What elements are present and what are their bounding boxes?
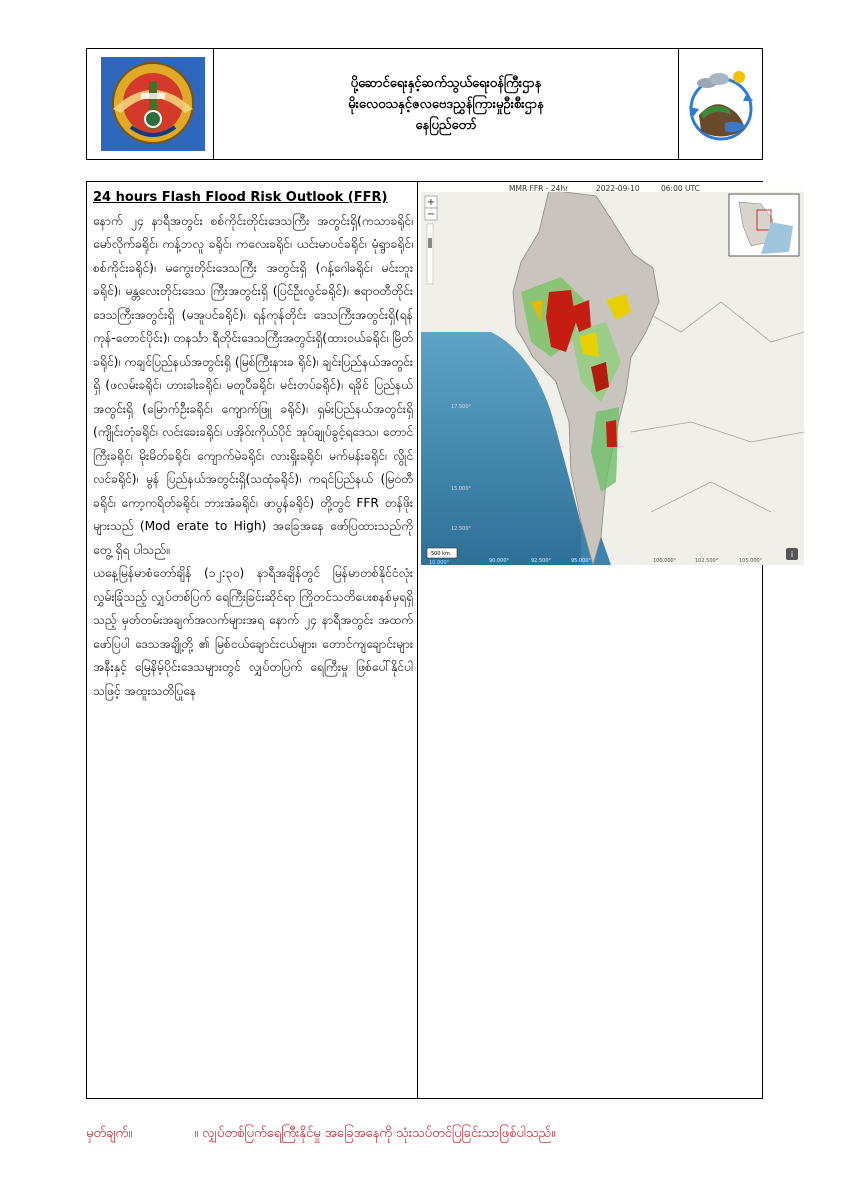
lat-label-1: 17.500° (451, 404, 471, 410)
lat-label-2: 15.000° (451, 486, 471, 492)
left-logo-cell (87, 49, 214, 159)
ffr-title: 24 hours Flash Flood Risk Outlook (FFR) (93, 190, 388, 205)
lon-label-3: 95.000° (571, 558, 591, 564)
lon-label-1: 90.000° (489, 558, 509, 564)
lon-label-7: 105.000° (739, 558, 763, 564)
zoom-out-button[interactable]: − (426, 209, 436, 220)
lon-label-5: 100.000° (653, 558, 677, 564)
paragraph-2: ယနေ့မြန်မာစံတော်ချိန် (၁၂:၃၀) နာရီအချိန်တွင် မြန်မာတစ်နိုင်ငံလုံးလွှမ်းခြုံသည့် လျှပ်တစ်ပြက် ရေကြီးခြင်းဆိုင်ရာ ကြိုတင်သတိပေးစနစ်မှရရှိ သည့် မှတ်တမ်းအချက်အလက်များအရ နောက် ၂၄ နာရီအတွင်း အထက်ဖော်ပြပါ ဒေသအချို့တို့ ၏ မြစ်ငယ်ချောင်းငယ်များ၊ တောင်ကျချောင်းများ အနီးနှင့် မြေနိမ့်ပိုင်းဒေသများတွင် လျှပ်တပြက် ရေကြီးမှု ဖြစ်ပေါ်နိုင်ပါသဖြင့် အထူးသတိပြုနေ (93, 566, 413, 698)
ffr-map (421, 182, 804, 565)
footer-label: မှတ်ချက်။ (86, 1126, 133, 1141)
header-table (86, 48, 763, 160)
map-date: 2022-09-10 (596, 184, 640, 193)
header-title (214, 49, 678, 159)
header-line-2: မိုးလေဝသနှင့်ဇလဗေဒညွှန်ကြားမှုဦးစီးဌာန (348, 96, 544, 112)
inset-map (729, 194, 799, 256)
lat-label-4: 10.000° (429, 560, 449, 565)
zoom-control[interactable] (425, 196, 437, 220)
text-column (93, 186, 413, 703)
header-line-1: ပို့ဆောင်ရေးနှင့်ဆက်သွယ်ရေးဝန်ကြီးဌာန (350, 75, 542, 91)
lon-label-2: 92.500° (531, 558, 551, 564)
footer-text: ။ လျှပ်တစ်ပြက်ရေကြီးနိုင်မှု အခြေအနေကို သုံးသပ်တင်ပြခြင်းသာဖြစ်ပါသည်။ (194, 1126, 556, 1141)
zoom-in-button[interactable]: + (426, 197, 436, 208)
column-divider (417, 182, 418, 1098)
hydrology-logo (685, 57, 757, 151)
right-logo-cell (678, 49, 762, 159)
header-line-3: နေပြည်တော် (415, 117, 477, 133)
map-title: MMR FFR - 24hr (509, 184, 569, 193)
lat-label-3: 12.500° (451, 526, 471, 532)
lon-label-4: 97.500° (613, 558, 633, 564)
lon-label-6: 102.500° (695, 558, 719, 564)
map-time: 06:00 UTC (661, 184, 700, 193)
footer-note (86, 1125, 555, 1144)
scale-bar-label: 500 km (431, 551, 450, 557)
info-icon[interactable]: i (790, 550, 794, 559)
paragraph-1: နောက် ၂၄ နာရီအတွင်း စစ်ကိုင်းတိုင်းဒေသကြီး အတွင်းရှိ(ကသာခရိုင်၊ မော်လိုက်ခရိုင်၊ ကန့်ဘလူ ခရိုင်၊ ကလေးခရိုင်၊ ယင်းမာပင်ခရိုင်၊ မုံရွာခရိုင်၊ စစ်ကိုင်းခရိုင်)၊ မကွေးတိုင်းဒေသကြီး အတွင်းရှိ (ဂန့်ဂေါခရိုင်၊ မင်းဘူးခရိုင်)၊ မန္တလေးတိုင်းဒေသ ကြီးအတွင်းရှိ (ပြင်ဦးလွင်ခရိုင်)၊ ဧရာဝတီတိုင်း ဒေသကြီးအတွင်းရှိ (မအူပင်ခရိုင်)၊ ရန်ကုန်တိုင်း ဒေသကြီးအတွင်းရှိ(ရန်ကုန်-တောင်ပိုင်း)၊ တနင်္သာ ရီတိုင်းဒေသကြီးအတွင်းရှိ(ထားဝယ်ခရိုင်၊ မြိတ် ခရိုင်)၊ ကချင်ပြည်နယ်အတွင်းရှိ (မြစ်ကြီးနားခ ရိုင်)၊ ချင်းပြည်နယ်အတွင်းရှိ (ဖလမ်းခရိုင်၊ ဟားခါးခရိုင်၊ မတူပီခရိုင်၊ မင်းတပ်ခရိုင်)၊ ရခိုင် ပြည်နယ်အတွင်းရှိ (မြောက်ဦးခရိုင်၊ ကျောက်ဖြူ ခရိုင်)၊ ရှမ်းပြည်နယ်အတွင်းရှိ (ကျိုင်းတုံခရိုင်၊ လင်းခေးခရိုင်၊ ပအိုဝ်းကိုယ်ပိုင် အုပ်ချုပ်ခွင့်ရဒေသ၊ တောင်ကြီးခရိုင်၊ မိုးမိတ်ခရိုင်၊ ကျောက်မဲခရိုင်၊ လားရှိုးခရိုင်၊ မက်မန်းခရိုင်၊ လွိုင်လင်ခရိုင်)၊ မွန် ပြည်နယ်အတွင်းရှိ(သထုံခရိုင်)၊ ကရင်ပြည်နယ် (မြဝတီခရိုင်၊ ကော့ကရိတ်ခရိုင်၊ ဘားအံခရိုင်၊ ဖာပွန်ခရိုင်) တို့တွင် FFR တန်ဖိုးများသည် (Mod erate to High) အခြေအနေ ဖော်ပြထားသည်ကို တွေ့ ရှိရ ပါသည်။ (93, 213, 413, 557)
ministry-logo (101, 57, 205, 151)
